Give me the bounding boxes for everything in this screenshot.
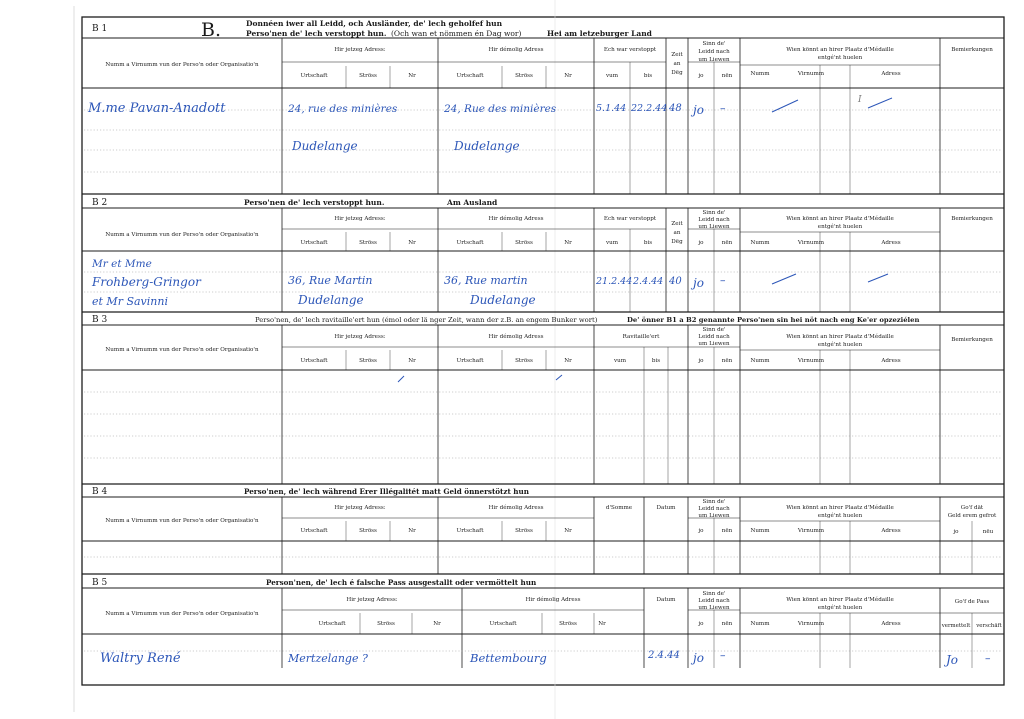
b2-old-address-head: Hir démolig Adress xyxy=(488,216,544,222)
b1-title-line2a: Perso'nen de' lech verstoppt hun. xyxy=(246,29,387,38)
b3-adress: Adress xyxy=(881,358,901,364)
b4-old-town: Urtschaft xyxy=(456,528,484,534)
b3-liewen: um Liewen xyxy=(698,341,730,347)
b1-deeg: Dëg xyxy=(671,70,683,76)
b5-cur-street: Ströss xyxy=(377,621,395,627)
b4-money-nee: nëu xyxy=(982,529,994,535)
b4-money-head2: Geld erem gefrot xyxy=(947,513,997,519)
b5-adress: Adress xyxy=(881,621,901,627)
b3-cur-nr: Nr xyxy=(408,358,416,364)
b2-entry-old-street: 36, Rue martin xyxy=(444,274,528,287)
b3-to: bis xyxy=(651,358,661,364)
b3-title: Perso'nen, de' lech ravitaille'ert hun (émol oder lä nger Zeit, wann der z.B. an engem Bunker wort) xyxy=(255,316,598,324)
b5-entry-name: Waltry René xyxy=(100,651,181,666)
b4-jo: jo xyxy=(698,528,704,534)
b1-title-line1: Donnéen iwer all Leidd, och Ausländer, de' lech geholfef hun xyxy=(246,19,503,28)
b1-old-street: Ströss xyxy=(515,73,533,79)
b2-jo: jo xyxy=(698,240,704,246)
b2-from: vum xyxy=(605,240,619,246)
b1-wien1: Wien könnt an hirer Plaatz d'Médaille xyxy=(786,47,894,53)
b3-cur-address-head: Hir jetzeg Adress: xyxy=(334,334,386,340)
b5-verschafft-head: verschäft xyxy=(976,623,1002,629)
b4-wien1: Wien könnt an hirer Plaatz d'Médaille xyxy=(786,505,894,511)
b3-cur-street: Ströss xyxy=(359,358,377,364)
b1-wien2: entgé'nt huelen xyxy=(817,55,863,61)
b2-entry-jo: jo xyxy=(693,276,704,290)
b4-wien2: entgé'nt huelen xyxy=(817,513,863,519)
b1-cur-town: Urtschaft xyxy=(300,73,328,79)
b2-old-nr: Nr xyxy=(564,240,572,246)
b4-cur-street: Ströss xyxy=(359,528,377,534)
b5-date-head: Datum xyxy=(656,597,676,603)
b1-from: vum xyxy=(605,73,619,79)
b5-nen: nën xyxy=(721,621,733,627)
b1-title-line2c: Hei am letzeburger Land xyxy=(547,29,652,38)
b1-adress: Adress xyxy=(881,71,901,77)
b5-cur-address-head: Hir jetzeg Adress: xyxy=(346,597,398,603)
b3-leidd: Leidd nach xyxy=(698,334,730,340)
b4-nen: nën xyxy=(721,528,733,534)
b2-entry-from: 21.2.44 xyxy=(596,276,633,287)
b5-entry-old-town: Bettembourg xyxy=(470,651,547,665)
b2-entry-name2: Frohberg-Gringor xyxy=(92,275,201,289)
b1-old-town: Urtschaft xyxy=(456,73,484,79)
b1-cur-nr: Nr xyxy=(408,73,416,79)
b2-sinn: Sinn de' xyxy=(702,210,726,216)
b4-date-head: Datum xyxy=(656,505,676,511)
b2-entry-old-town: Dudelange xyxy=(470,293,536,307)
b2-cur-address-head: Hir jetzeg Adress: xyxy=(334,216,386,222)
b1-entry-from: 5.1.44 xyxy=(596,103,627,114)
b1-entry-to: 22.2.44 xyxy=(631,103,668,114)
b5-entry-verschafft: – xyxy=(985,652,991,665)
b3-nen: nën xyxy=(721,358,733,364)
b5-entry-cur-town: Mertzelange ? xyxy=(288,652,368,665)
b2-nen: nën xyxy=(721,240,733,246)
b1-cur-street: Ströss xyxy=(359,73,377,79)
b2-old-town: Urtschaft xyxy=(456,240,484,246)
b5-numm: Numm xyxy=(750,621,770,627)
b1-entry-nen: – xyxy=(720,102,726,115)
b4-sinn: Sinn de' xyxy=(702,499,726,505)
b5-entry-date: 2.4.44 xyxy=(648,650,680,661)
b3-jo: jo xyxy=(698,358,704,364)
b4-money-jo: jo xyxy=(953,529,959,535)
b2-entry-cur-street: 36, Rue Martin xyxy=(288,274,373,287)
b3-name-col: Numm a Virnumm vun der Perso'n oder Organisatio'n xyxy=(105,347,259,353)
b4-virnumm: Virnumm xyxy=(797,528,825,534)
b2-an: an xyxy=(673,230,681,236)
b1-nen: nën xyxy=(721,73,733,79)
b2-entry-name3: et Mr Savinni xyxy=(92,295,168,308)
b5-jo: jo xyxy=(698,621,704,627)
b1-sinn: Sinn de' xyxy=(702,41,726,47)
b5-wien2: entgé'nt huelen xyxy=(817,605,863,611)
b1-leidd: Leidd nach xyxy=(698,49,730,55)
b1-hidden-head: Ech war verstoppt xyxy=(603,47,657,53)
b2-cur-town: Urtschaft xyxy=(300,240,328,246)
b5-pass-head: Go'f de Pass xyxy=(954,599,990,605)
b3-old-town: Urtschaft xyxy=(456,358,484,364)
b4-sum-head: d'Somme xyxy=(605,505,633,511)
b4-old-street: Ströss xyxy=(515,528,533,534)
b1-virnumm: Virnumm xyxy=(797,71,825,77)
b2-adress: Adress xyxy=(881,240,901,246)
b5-name-col: Numm a Virnumm vun der Perso'n oder Organisatio'n xyxy=(105,611,259,617)
b4-code: B 4 xyxy=(92,487,108,497)
b2-remarks: Bemierkungen xyxy=(951,216,993,222)
b2-entry-cur-town: Dudelange xyxy=(298,293,364,307)
b5-old-nr: Nr xyxy=(598,621,606,627)
b4-cur-town: Urtschaft xyxy=(300,528,328,534)
b5-entry-nen: – xyxy=(720,649,726,662)
b5-old-town: Urtschaft xyxy=(489,621,517,627)
b1-title-line2b: (Och wan et nömmen én Dag wor) xyxy=(391,29,522,38)
b1-remarks: Bemierkungen xyxy=(951,47,993,53)
b2-title: Perso'nen de' lech verstoppt hun. xyxy=(244,198,385,207)
b1-name-col: Numm a Virnumm vun der Perso'n oder Organisatio'n xyxy=(105,62,259,68)
b2-wien1: Wien könnt an hirer Plaatz d'Médaille xyxy=(786,216,894,222)
pencil-mark: I xyxy=(858,95,862,105)
b2-code: B 2 xyxy=(92,198,108,208)
b1-zeit: Zeit xyxy=(671,52,683,58)
b5-entry-vermettelt: Jo xyxy=(946,653,959,667)
b3-old-nr: Nr xyxy=(564,358,572,364)
b5-liewen: um Liewen xyxy=(698,605,730,611)
b5-cur-town: Urtschaft xyxy=(318,621,346,627)
b2-to: bis xyxy=(643,240,653,246)
b2-hidden-head: Ech war verstoppt xyxy=(603,216,657,222)
b4-cur-nr: Nr xyxy=(408,528,416,534)
b2-wien2: entgé'nt huelen xyxy=(817,224,863,230)
b3-code: B 3 xyxy=(92,315,108,325)
b5-title: Person'nen, de' lech é falsche Pass ausgestallt oder vermöttelt hun xyxy=(266,578,537,587)
b2-old-street: Ströss xyxy=(515,240,533,246)
b1-old-nr: Nr xyxy=(564,73,572,79)
b2-title-right: Am Ausland xyxy=(447,198,498,207)
b2-zeit: Zeit xyxy=(671,221,683,227)
b3-remarks: Bemierkungen xyxy=(951,337,993,343)
b5-old-street: Ströss xyxy=(559,621,577,627)
b3-title-right: De' önner B1 a B2 genannte Perso'nen sin hei nöt nach eng Ke'er opzeziélen xyxy=(627,316,920,324)
b1-entry-name: M.me Pavan-Anadott xyxy=(88,101,226,116)
b2-liewen: um Liewen xyxy=(698,224,730,230)
b3-old-street: Ströss xyxy=(515,358,533,364)
b4-cur-address-head: Hir jetzeg Adress: xyxy=(334,505,386,511)
b3-wien1: Wien könnt an hirer Plaatz d'Médaille xyxy=(786,334,894,340)
b2-entry-to: 2.4.44 xyxy=(633,276,664,287)
b1-entry-days: 48 xyxy=(669,103,682,114)
b4-old-address-head: Hir démolig Adress xyxy=(488,505,544,511)
b1-numm: Numm xyxy=(750,71,770,77)
b4-adress: Adress xyxy=(881,528,901,534)
b4-leidd: Leidd nach xyxy=(698,506,730,512)
b3-cur-town: Urtschaft xyxy=(300,358,328,364)
b3-wien2: entgé'nt huelen xyxy=(817,342,863,348)
b2-leidd: Leidd nach xyxy=(698,217,730,223)
b4-name-col: Numm a Virnumm vun der Perso'n oder Organisatio'n xyxy=(105,518,259,524)
b5-entry-jo: jo xyxy=(693,651,704,665)
b4-numm: Numm xyxy=(750,528,770,534)
b1-an: an xyxy=(673,61,681,67)
b2-entry-days: 40 xyxy=(669,276,682,287)
b1-entry-cur-town: Dudelange xyxy=(292,139,358,153)
b5-sinn: Sinn de' xyxy=(702,591,726,597)
b4-old-nr: Nr xyxy=(564,528,572,534)
b1-big-letter: B. xyxy=(201,19,222,41)
b2-medal-name-dash xyxy=(772,274,796,284)
b3-numm: Numm xyxy=(750,358,770,364)
b5-wien1: Wien könnt an hirer Plaatz d'Médaille xyxy=(786,597,894,603)
b2-deeg: Dëg xyxy=(671,239,683,245)
b2-cur-nr: Nr xyxy=(408,240,416,246)
b2-numm: Numm xyxy=(750,240,770,246)
b1-code: B 1 xyxy=(92,24,108,34)
b2-entry-name1: Mr et Mme xyxy=(92,258,152,270)
b1-cur-address-head: Hir jetzeg Adress: xyxy=(334,47,386,53)
b3-from: vum xyxy=(613,358,627,364)
b4-money-head1: Go'f dät xyxy=(960,505,984,511)
b3-cur-address-dash xyxy=(398,376,404,382)
b3-sinn: Sinn de' xyxy=(702,327,726,333)
b1-to: bis xyxy=(643,73,653,79)
b1-entry-old-town: Dudelange xyxy=(454,139,520,153)
b2-name-col: Numm a Virnumm vun der Perso'n oder Organisatio'n xyxy=(105,232,259,238)
b5-code: B 5 xyxy=(92,578,108,588)
b1-old-address-head: Hir démolig Adress xyxy=(488,47,544,53)
b1-entry-jo: jo xyxy=(693,103,704,117)
b1-medal-addr-dash xyxy=(868,98,892,108)
b3-old-address-head: Hir démolig Adress xyxy=(488,334,544,340)
b5-cur-nr: Nr xyxy=(433,621,441,627)
b4-liewen: um Liewen xyxy=(698,513,730,519)
b5-virnumm: Virnumm xyxy=(797,621,825,627)
b2-cur-street: Ströss xyxy=(359,240,377,246)
b1-jo: jo xyxy=(698,73,704,79)
b3-old-address-dash xyxy=(556,375,562,380)
b1-liewen: um Liewen xyxy=(698,57,730,63)
b2-virnumm: Virnumm xyxy=(797,240,825,246)
b2-medal-addr-dash xyxy=(868,274,888,282)
b2-entry-nen: – xyxy=(720,274,726,287)
b1-entry-old-street: 24, Rue des minières xyxy=(444,103,557,115)
b4-title: Perso'nen, de' lech während Erer Illégalitét matt Geld önnerstötzt hun xyxy=(244,487,529,496)
b3-ravitaille-head: Ravitaille'ert xyxy=(622,334,660,340)
b5-vermettelt-head: vermettelt xyxy=(941,623,971,629)
b5-old-address-head: Hir démolig Adress xyxy=(525,597,581,603)
b5-leidd: Leidd nach xyxy=(698,598,730,604)
b1-entry-cur-street: 24, rue des minières xyxy=(288,103,398,115)
b3-virnumm: Virnumm xyxy=(797,358,825,364)
